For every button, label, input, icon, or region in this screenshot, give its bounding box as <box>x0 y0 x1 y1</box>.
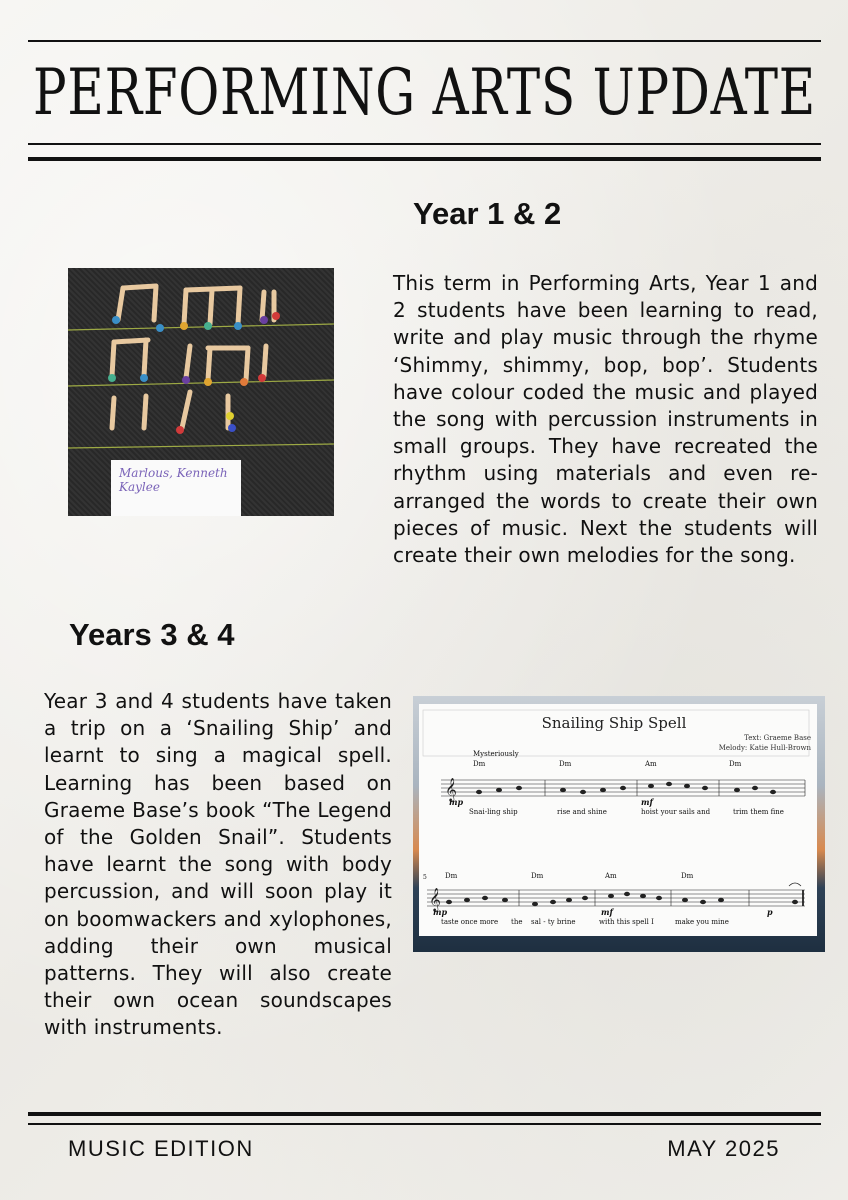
top-rule <box>28 40 821 42</box>
score-title: Snailing Ship Spell <box>541 714 687 732</box>
row2-lyric-2: the <box>511 918 523 926</box>
score-text-credit: Text: Graeme Base <box>744 734 811 742</box>
row1-dynamic-1: mp <box>449 797 464 807</box>
year34-body: Year 3 and 4 students have taken a trip on a ‘Snailing Ship’ and learnt to sing a magical spell. Learning has been based on Graeme Base’s book “The Legend of the Golden Snail”. Students have learnt the song with body percussion, and will soon play it on boomwackers and xylophones, adding their own musical patterns. They will also create their own ocean soundscapes with instruments. <box>44 689 392 1040</box>
footer-rule-thick <box>28 1112 821 1116</box>
footer-rule-thin <box>28 1123 821 1125</box>
row2-measure-number: 5 <box>423 874 427 881</box>
photo-name-card: Marlous, Kenneth Kaylee <box>111 460 241 516</box>
row2-lyric-3: sal - ty brine <box>531 918 576 926</box>
row2-chord-1: Dm <box>445 872 458 880</box>
score-tempo: Mysteriously <box>473 750 519 758</box>
row2-dynamic-2: mf <box>601 907 613 917</box>
row2-chord-4: Dm <box>681 872 694 880</box>
year34-heading: Years 3 & 4 <box>69 617 235 652</box>
row1-dynamic-2: mf <box>641 797 653 807</box>
row1-chord-3: Am <box>645 760 657 768</box>
masthead-rule-thin <box>28 143 821 145</box>
svg-text:𝄞: 𝄞 <box>429 887 441 911</box>
row1-lyric-2: rise and shine <box>557 808 607 816</box>
row2-dynamic-1: mp <box>433 907 448 917</box>
row2-dynamic-3: p <box>767 907 773 917</box>
row2-chord-3: Am <box>605 872 617 880</box>
score-melody-credit: Melody: Katie Hull-Brown <box>718 744 811 752</box>
row1-lyric-3: hoist your sails and <box>641 808 711 816</box>
row2-lyric-4: with this spell I <box>599 918 654 926</box>
sheet-music-image <box>413 696 825 952</box>
row2-chord-2: Dm <box>531 872 544 880</box>
row1-chord-4: Dm <box>729 760 742 768</box>
row1-chord-1: Dm <box>473 760 486 768</box>
row1-lyric-1: Snai-ling ship <box>469 808 518 816</box>
sheet-music-score <box>419 704 817 936</box>
rhythm-sticks-photo <box>68 268 334 516</box>
masthead-rule-thick <box>28 157 821 161</box>
row1-chord-2: Dm <box>559 760 572 768</box>
row2-lyric-5: make you mine <box>675 918 729 926</box>
row2-lyric-1: taste once more <box>441 918 499 926</box>
year12-body: This term in Performing Arts, Year 1 and 2 students have been learning to read, write and play music through the rhyme ‘Shimmy, shimmy, bop, bop’. Students have colour coded the music and played the song with percussion instruments in small groups. They have recreated the rhythm using materials and even re-arranged the words to create their own pieces of music. Next the students will create their own melodies for the song. <box>393 271 818 568</box>
footer-edition: MUSIC EDITION <box>68 1136 254 1161</box>
row1-lyric-4: trim them fine <box>733 808 784 816</box>
masthead-title: PERFORMING ARTS UPDATE <box>32 56 817 130</box>
year12-heading: Year 1 & 2 <box>413 196 562 231</box>
svg-text:𝄞: 𝄞 <box>445 777 457 801</box>
footer-date: MAY 2025 <box>667 1136 780 1161</box>
